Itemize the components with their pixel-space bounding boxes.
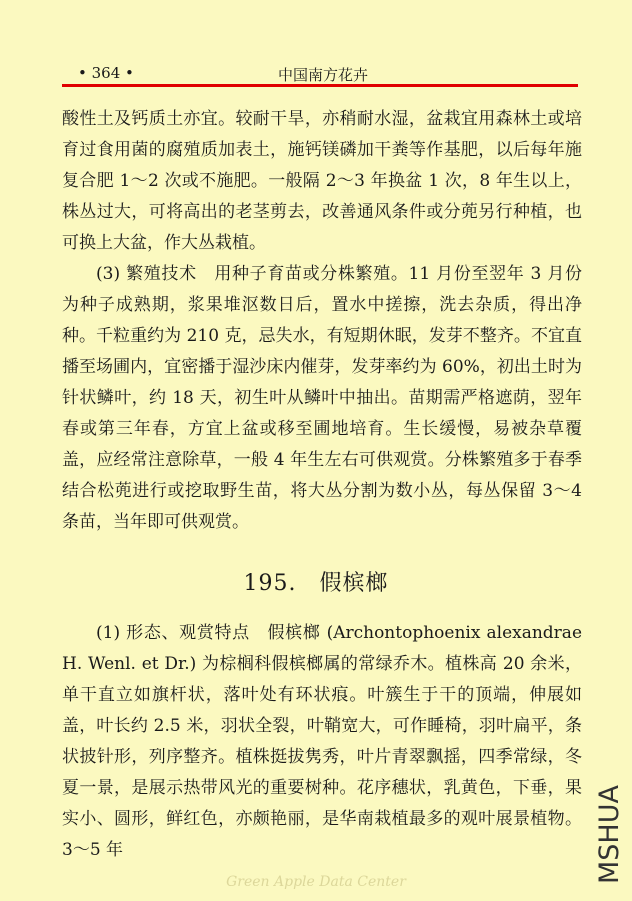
section-heading: 195. 假槟榔 [243,571,389,596]
running-title: 中国南方花卉 [277,66,368,84]
page-number: • 364 • [78,64,134,82]
header-rule [62,84,578,87]
side-watermark-text: MSHUA [594,785,625,884]
bottom-watermark: Green Apple Data Center [226,874,406,890]
paragraph-propagation: (3) 繁殖技术 用种子育苗或分株繁殖。11 月份至翌年 3 月份为种子成熟期，浆果堆沤数日后，置水中搓擦，洗去杂质，得出净种。千粒重约为 210 克，忌失水，有短期休眠，发芽不整齐。不宜直播至场圃内，宜密播于湿沙床内催芽，发芽率约为 60%，初出土时为针状鳞叶，约 18 天，初生叶从鳞叶中抽出。苗期需严格遮荫，翌年春或第三年春，方宜上盆或移至圃地培育。生长缓慢，易被杂草覆盖，应经常注意除草，一般 4 年生左右可供观赏。分株繁殖多于春季结合松蔸进行或挖取野生苗，将大丛分割为数小丛，每丛保留 3～4 条苗，当年即可供观赏。 [62,264,582,532]
paragraph-morphology: (1) 形态、观赏特点 假槟榔 (Archontophoenix alexandrae H. Wenl. et Dr.) 为棕榈科假槟榔属的常绿乔木。植株高 20 余米，单干直立如旗杆状，落叶处有环状痕。叶簇生于干的顶端，伸展如盖，叶长约 2.5 米，羽状全裂，叶鞘宽大，可作睡椅，羽叶扁平，条状披针形，列序整齐。植株挺拔隽秀，叶片青翠飘摇，四季常绿，冬夏一景，是展示热带风光的重要树种。花序穗状，乳黄色，下垂，果实小、圆形，鲜红色，亦颇艳丽，是华南栽植最多的观叶展景植物。3～5 年 [62,623,582,860]
page-header [70,64,576,86]
text-block-bottom [62,618,582,866]
paragraph-soil-care: 酸性土及钙质土亦宜。较耐干旱，亦稍耐水湿，盆栽宜用森林土或培育过食用菌的腐殖质加表土，施钙镁磷加干粪等作基肥，以后每年施复合肥 1～2 次或不施肥。一般隔 2～3 年换盆 1 次，8 年生以上，株丛过大，可将高出的老茎剪去，改善通风条件或分蔸另行种植，也可换上大盆，作大丛栽植。 [62,109,582,253]
text-block-top [62,104,582,538]
